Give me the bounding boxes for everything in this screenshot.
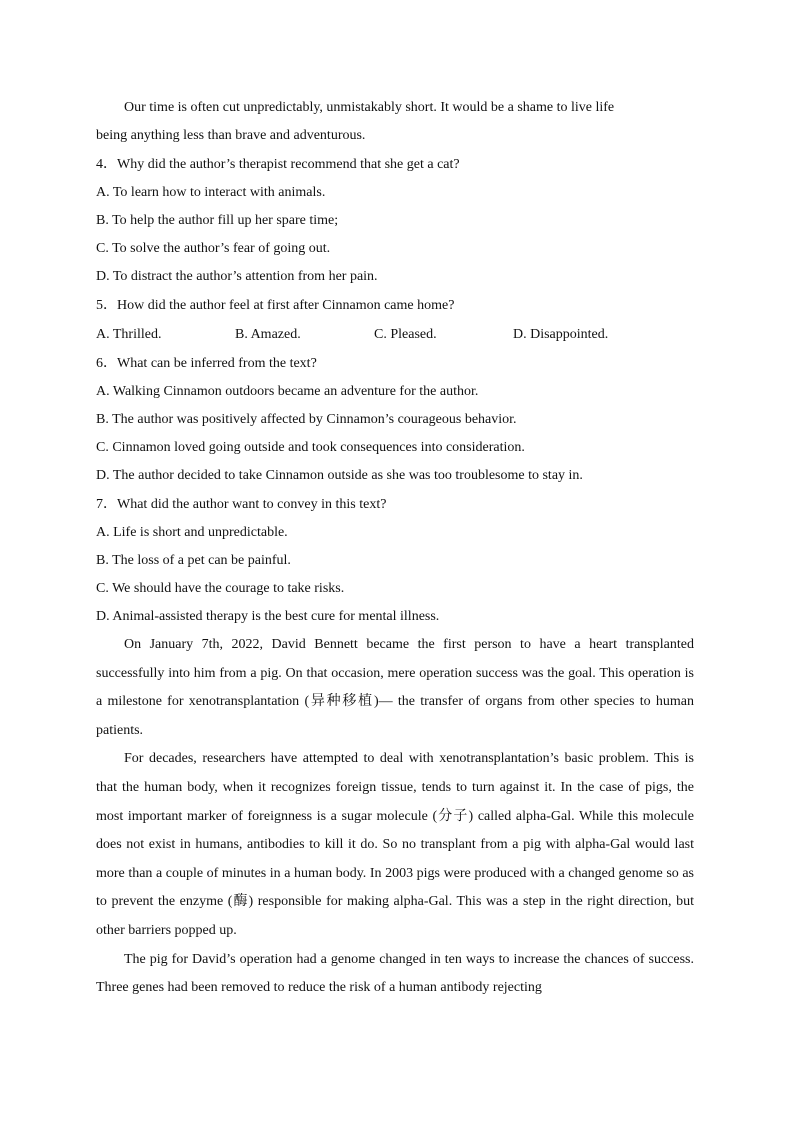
question-5-option-b: B. Amazed. bbox=[235, 327, 301, 342]
question-4-stem: 4．Why did the author’s therapist recommend that she get a cat? bbox=[96, 157, 460, 172]
document-page bbox=[96, 94, 694, 1003]
question-6-option-a: A. Walking Cinnamon outdoors became an adventure for the author. bbox=[96, 384, 479, 399]
question-4-option-b: B. To help the author fill up her spare time; bbox=[96, 213, 339, 228]
passage-paragraph-3: The pig for David’s operation had a genome changed in ten ways to increase the chances of success. Three genes had been removed to reduce the risk of a human antibody rejecting bbox=[96, 951, 694, 996]
question-4-option-d: D. To distract the author’s attention from her pain. bbox=[96, 269, 378, 284]
question-7-option-c: C. We should have the courage to take risks. bbox=[96, 581, 345, 596]
intro-line-1: Our time is often cut unpredictably, unmistakably short. It would be a shame to live life bbox=[124, 100, 615, 115]
question-5-option-d: D. Disappointed. bbox=[513, 327, 609, 342]
question-6-option-d: D. The author decided to take Cinnamon outside as she was too troublesome to stay in. bbox=[96, 468, 583, 483]
question-7-stem: 7．What did the author want to convey in this text? bbox=[96, 497, 387, 512]
question-4-option-c: C. To solve the author’s fear of going out. bbox=[96, 241, 331, 256]
question-6-option-c: C. Cinnamon loved going outside and took consequences into consideration. bbox=[96, 440, 525, 455]
question-7-option-b: B. The loss of a pet can be painful. bbox=[96, 553, 291, 568]
question-5-options bbox=[96, 320, 694, 349]
question-7-option-d: D. Animal-assisted therapy is the best cure for mental illness. bbox=[96, 609, 440, 624]
question-6-stem: 6．What can be inferred from the text? bbox=[96, 356, 317, 371]
question-4-option-a: A. To learn how to interact with animals. bbox=[96, 185, 326, 200]
passage-paragraph-1: On January 7th, 2022, David Bennett became the first person to have a heart transplanted successfully into him from a pig. On that occasion, mere operation success was the goal. This operation is a milestone for xenotransplantation (异种移植)— the transfer of organs from other species to human patients. bbox=[96, 637, 694, 738]
passage-paragraph-2: For decades, researchers have attempted to deal with xenotransplantation’s basic problem. This is that the human body, when it recognizes foreign tissue, tends to turn against it. In the case of pigs, the most important marker of foreignness is a sugar molecule (分子) called alpha-Gal. While this molecule does not exist in humans, antibodies to kill it do. So no transplant from a pig with alpha-Gal would last more than a couple of minutes in a human body. In 2003 pigs were produced with a changed genome so as to prevent the enzyme (酶) responsible for making alpha-Gal. This was a step in the right direction, but other barriers popped up. bbox=[96, 751, 694, 938]
question-6-option-b: B. The author was positively affected by Cinnamon’s courageous behavior. bbox=[96, 412, 517, 427]
question-5-option-c: C. Pleased. bbox=[374, 327, 437, 342]
question-5-option-a: A. Thrilled. bbox=[96, 327, 162, 342]
intro-line-2: being anything less than brave and adventurous. bbox=[96, 128, 366, 143]
question-7-option-a: A. Life is short and unpredictable. bbox=[96, 525, 288, 540]
question-5-stem: 5．How did the author feel at first after Cinnamon came home? bbox=[96, 298, 455, 313]
